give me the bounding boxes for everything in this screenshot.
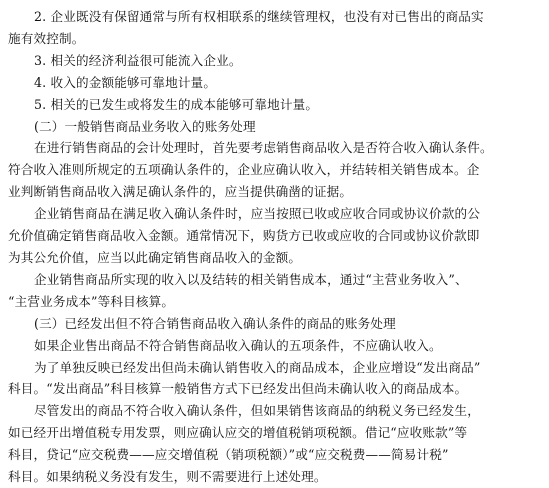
section-heading: (二）一般销售商品业务收入的账务处理	[34, 118, 256, 134]
text-line: 业判断销售商品收入满足确认条件的，应当提供确凿的证据。	[8, 184, 353, 200]
text-line: 为了单独反映已经发出但尚未确认销售收入的商品成本，企业应增设“发出商品”	[34, 359, 481, 375]
text-line: 2. 企业既没有保留通常与所有权相联系的继续管理权，也没有对已售出的商品实	[34, 9, 484, 24]
text-line: 企业销售商品在满足收入确认条件时，应当按照已收或应收合同或协议价款的公	[34, 206, 481, 222]
text-line: 尽管发出的商品不符合收入确认条件，但如果销售该商品的纳税义务已经发生，	[34, 403, 481, 419]
text-line: 在进行销售商品的会计处理时，首先要考虑销售商品收入是否符合收入确认条件。	[34, 140, 493, 156]
section-heading: (三）已经发出但不符合销售商品收入确认条件的商品的账务处理	[34, 315, 396, 331]
text-line: 施有效控制。	[8, 30, 85, 46]
text-line: 符合收入准则所规定的五项确认条件的，企业应确认收入，并结转相关销售成本。企	[8, 162, 480, 178]
text-line: 科目。如果纳税义务没有发生，则不需要进行上述处理。	[8, 469, 327, 485]
text-line: 如已经开出增值税专用发票，则应确认应交的增值税销项税额。借记“应收账款”等	[8, 425, 468, 441]
list-item: 5. 相关的已发生或将发生的成本能够可靠地计量。	[34, 96, 319, 112]
text-line: 允价值确定销售商品收入金额。通常情况下，购货方已收或应收的合同或协议价款即	[8, 228, 480, 244]
text-line: 科目。“发出商品”科目核算一般销售方式下已经发出但尚未确认收入的商品成本。	[8, 381, 468, 397]
list-item: 4. 收入的金额能够可靠地计量。	[34, 74, 217, 90]
list-item: 3. 相关的经济利益很可能流入企业。	[34, 52, 242, 68]
text-line: 如果企业售出商品不符合销售商品收入确认的五项条件，不应确认收入。	[34, 337, 442, 353]
text-line: “主营业务成本”等科目核算。	[8, 293, 175, 309]
text-line: 为其公允价值，应当以此确定销售商品收入的金额。	[8, 249, 302, 265]
text-line: 企业销售商品所实现的收入以及结转的相关销售成本，通过“主营业务收入”、	[34, 271, 468, 287]
text-line: 科目，贷记“应交税费——应交增值税（销项税额）”或“应交税费——简易计税”	[8, 447, 449, 463]
